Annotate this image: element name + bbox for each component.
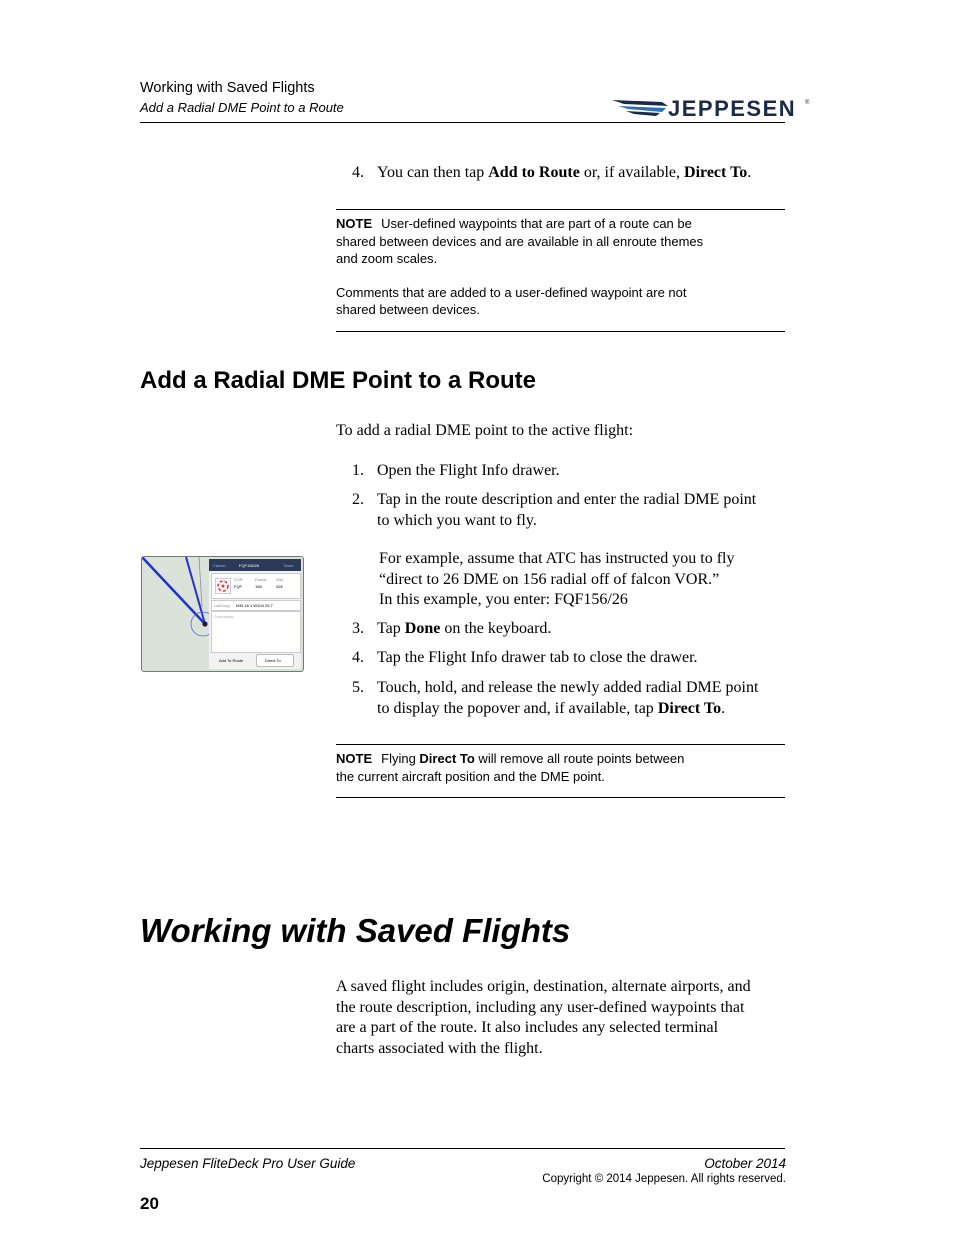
done-term: Done: [404, 620, 441, 637]
step-number: 1.: [352, 462, 364, 479]
step-line: [377, 699, 797, 720]
radial-value: 156: [255, 584, 262, 589]
step-text-pre: to display the popover and, if available, tap: [377, 699, 658, 717]
paragraph-line: A saved flight includes origin, destination, alternate airports, and: [336, 978, 751, 995]
step-number: 5.: [352, 679, 364, 696]
note1-line3: and zoom scales.: [336, 251, 438, 266]
direct-to-label: Direct To: [265, 658, 281, 663]
note2-pre: Flying: [381, 751, 420, 766]
note2-bottom-rule: [336, 797, 785, 798]
note1-top-rule: [336, 209, 785, 210]
step-line: Touch, hold, and release the newly added radial DME point: [377, 679, 759, 696]
step-number: 2.: [352, 491, 364, 508]
direct-to-button[interactable]: [256, 654, 294, 667]
jeppesen-logo: [612, 96, 812, 120]
step-text-post: on the keyboard.: [440, 620, 552, 637]
done-button[interactable]: Done: [284, 563, 294, 568]
note-label: NOTE: [336, 751, 373, 766]
footer-date: October 2014: [704, 1156, 786, 1171]
latlong-value: N39 16.1 W104 29.7: [236, 603, 273, 608]
step-line: Tap in the route description and enter the radial DME point: [377, 491, 757, 508]
distance-value: 026: [276, 584, 283, 589]
step-text: Tap the Flight Info drawer tab to close the drawer.: [377, 649, 698, 666]
flight-info-screenshot: [141, 556, 304, 672]
step-line: to which you want to fly.: [377, 511, 537, 529]
direct-to-term: Direct To: [657, 699, 722, 717]
footer-rule: [140, 1148, 785, 1149]
step-text-pre: You can then tap: [377, 164, 489, 181]
step-number: 3.: [352, 620, 364, 637]
note-direct-to: [336, 750, 785, 785]
logo-wordmark: JEPPESEN: [668, 96, 797, 121]
step-number: 4.: [352, 164, 364, 181]
logo-registered-mark: ®: [805, 100, 810, 106]
step-text: [377, 163, 797, 184]
header-rule: [140, 122, 785, 123]
jeppesen-swoosh-icon: [612, 96, 668, 120]
step-text-pre: Tap: [377, 620, 405, 637]
step-text: Open the Flight Info drawer.: [377, 462, 560, 479]
radial-step-2: [352, 490, 792, 532]
add-to-route-term: Add to Route: [488, 164, 580, 181]
step-text-post: .: [721, 699, 726, 717]
footer-guide-title: Jeppesen FliteDeck Pro User Guide: [140, 1156, 356, 1171]
step-text: [377, 619, 797, 640]
comments-field[interactable]: [211, 611, 301, 653]
popover-title-bar: [209, 559, 301, 571]
radial-step-5: [352, 678, 792, 720]
popover-title: FQF156/26: [239, 563, 260, 568]
vor-header: VOR: [234, 577, 243, 582]
distance-header: Dist: [276, 577, 283, 582]
chapter-heading-saved-flights: Working with Saved Flights: [140, 912, 571, 949]
note2-line2: the current aircraft position and the DME point.: [336, 768, 605, 784]
note1-line4: Comments that are added to a user-defined waypoint are not: [336, 284, 687, 300]
paragraph-line: are a part of the route. It also includes any selected terminal: [336, 1019, 719, 1036]
latlong-row: [211, 600, 301, 611]
radial-example: [379, 549, 799, 611]
radial-header: Radial: [255, 577, 267, 582]
example-line: In this example, you enter: FQF156/26: [379, 591, 628, 608]
note-label: NOTE: [336, 216, 373, 231]
note2-top-rule: [336, 744, 785, 745]
footer-copyright: Copyright © 2014 Jeppesen. All rights reserved.: [542, 1173, 786, 1185]
note1-spacer: [336, 268, 785, 284]
comments-placeholder: Comments: [214, 614, 234, 619]
note2-line1: [336, 750, 785, 768]
step-text-end: .: [747, 164, 752, 181]
header-chapter-title: Working with Saved Flights: [140, 80, 315, 96]
waypoint-row: [211, 573, 301, 599]
section-heading-radial-dme: Add a Radial DME Point to a Route: [140, 367, 537, 394]
direct-to-term: Direct To: [684, 164, 748, 181]
vor-value: FQF: [234, 584, 242, 589]
note1-line1: [336, 215, 785, 233]
note1-line1-text: User-defined waypoints that are part of a route can be: [381, 216, 692, 231]
note-waypoints: [336, 215, 785, 319]
cancel-button[interactable]: Cancel: [213, 563, 226, 568]
direct-to-term: Direct To: [419, 751, 475, 766]
header-section-title: Add a Radial DME Point to a Route: [140, 100, 344, 115]
paragraph-line: charts associated with the flight.: [336, 1039, 543, 1057]
example-line: For example, assume that ATC has instructed you to fly: [379, 550, 735, 567]
note1-bottom-rule: [336, 331, 785, 332]
target-icon: [215, 578, 231, 594]
latlong-label: Lat/Long: [214, 603, 230, 608]
page-number: 20: [140, 1194, 159, 1213]
step-text: [377, 490, 797, 531]
example-line: “direct to 26 DME on 156 radial off of falcon VOR.”: [379, 570, 720, 588]
flight-info-popover: [209, 559, 301, 669]
step-text: [377, 678, 797, 719]
add-to-route-button[interactable]: Add To Route: [219, 658, 244, 663]
saved-flights-paragraph: [336, 977, 796, 1059]
note2-post: will remove all route points between: [474, 751, 685, 766]
note1-line5: shared between devices.: [336, 302, 480, 317]
step-number: 4.: [352, 649, 364, 666]
radial-intro: To add a radial DME point to the active flight:: [336, 422, 634, 439]
paragraph-line: the route description, including any user-defined waypoints that: [336, 998, 745, 1016]
step-text-mid: or, if available,: [579, 164, 685, 181]
note1-line2: shared between devices and are available in all enroute themes: [336, 233, 704, 249]
